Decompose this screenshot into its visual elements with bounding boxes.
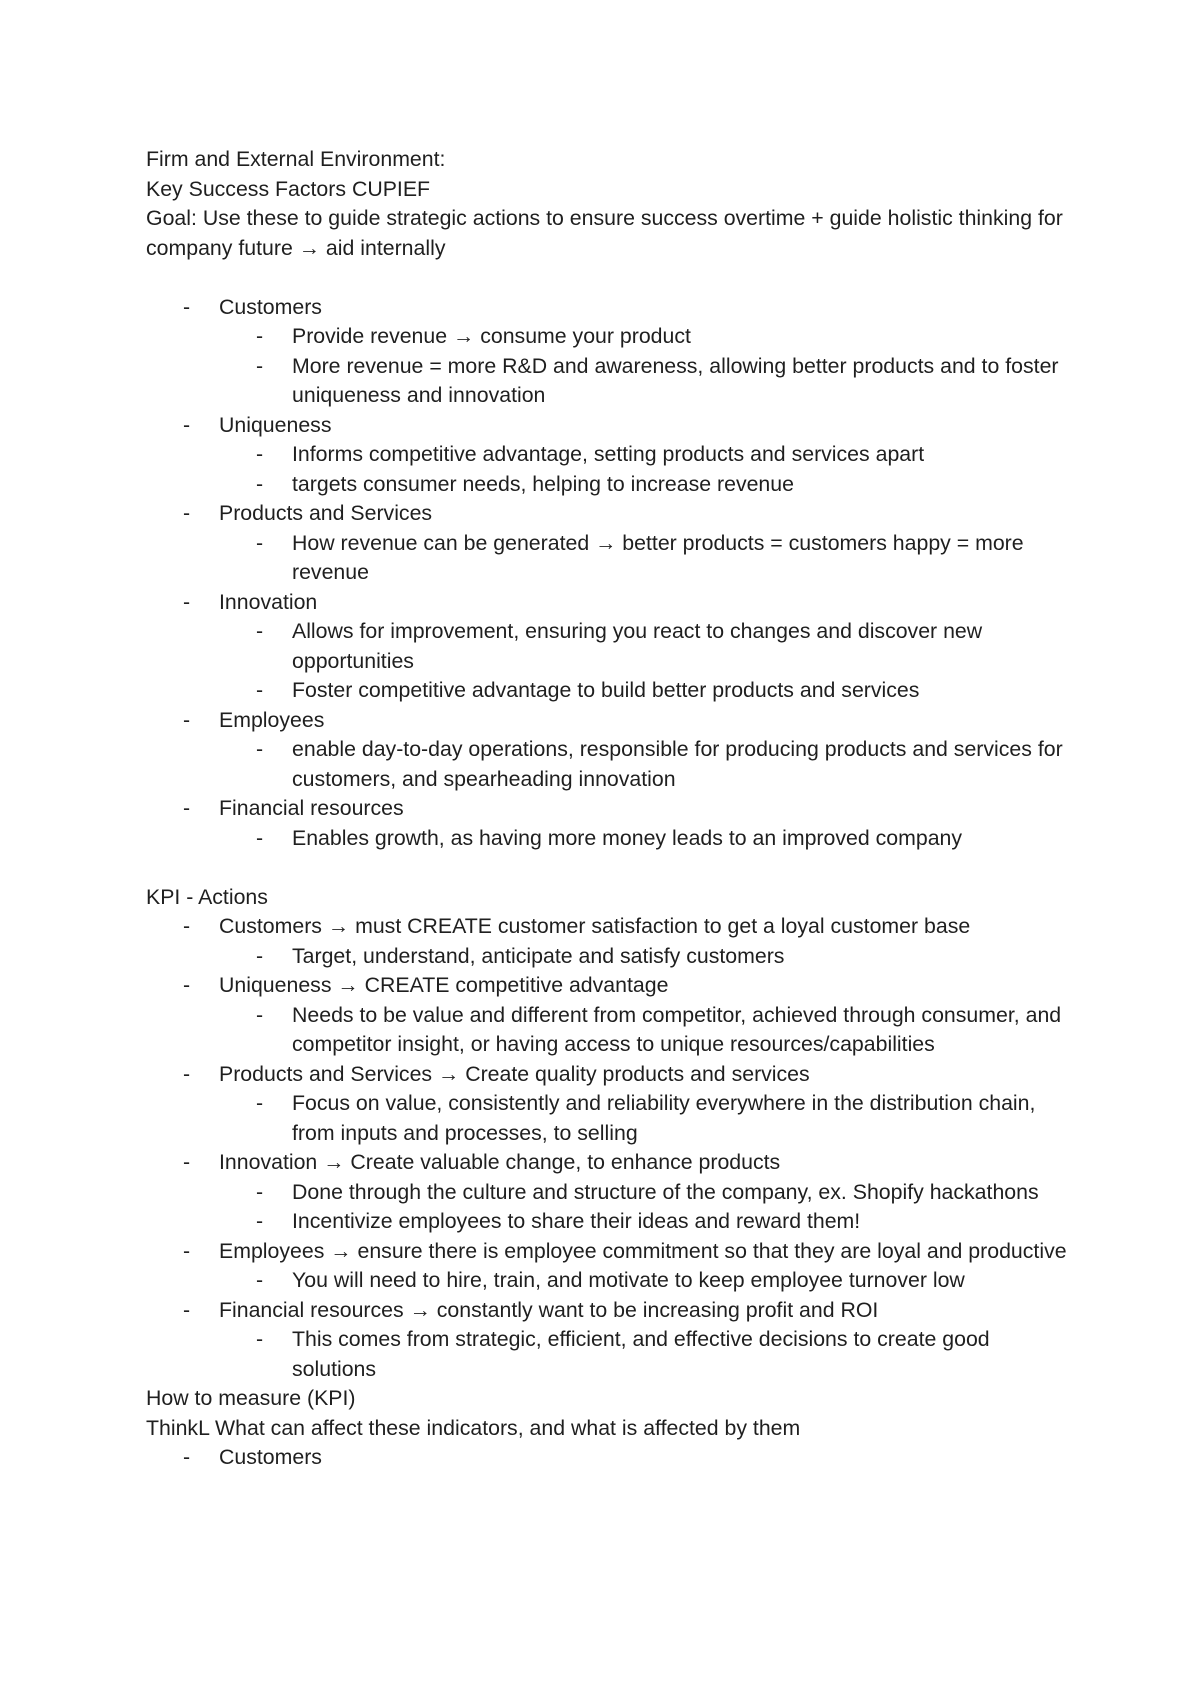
bullet-text: Financial resources → constantly want to be increasing profit and ROI (219, 1297, 879, 1322)
sub-bullet-item (146, 322, 1076, 352)
bullet-dash: - (183, 294, 191, 319)
bullet-item (146, 794, 1076, 824)
ksf-list (146, 293, 1076, 854)
sub-bullet-text: Allows for improvement, ensuring you react to changes and discover new opportunities (292, 619, 983, 673)
sub-bullet-text: enable day-to-day operations, responsible for producing products and services for customers, and spearheading innovation (292, 737, 1063, 791)
bullet-item (146, 1060, 1076, 1090)
bullet-text: Financial resources (219, 796, 404, 820)
bullet-dash: - (256, 324, 264, 348)
bullet-item (146, 971, 1076, 1001)
blank-line (146, 853, 1076, 883)
bullet-text: Innovation (219, 589, 318, 614)
sub-bullet-text: Foster competitive advantage to build better products and services (292, 678, 920, 702)
bullet-item (146, 1237, 1076, 1267)
sub-bullet-item (146, 1001, 1076, 1060)
bullet-dash: - (183, 1150, 191, 1174)
bullet-item (146, 1296, 1076, 1326)
sub-bullet-text: Focus on value, consistently and reliability everywhere in the distribution chain, from inputs and processes, to selling (292, 1091, 1036, 1145)
sub-bullet-text: Incentivize employees to share their ideas and reward them! (292, 1209, 861, 1233)
bullet-item (146, 706, 1076, 736)
sub-bullet-text: Enables growth, as having more money leads to an improved company (292, 825, 963, 850)
sub-bullet-text: You will need to hire, train, and motivate to keep employee turnover low (292, 1268, 965, 1292)
bullet-item (146, 588, 1076, 618)
bullet-item (146, 411, 1076, 441)
bullet-dash: - (183, 707, 191, 732)
doc-title: Firm and External Environment: (146, 147, 446, 171)
kpi-heading: KPI - Actions (146, 884, 268, 909)
bullet-text: Products and Services → Create quality products and services (219, 1061, 810, 1086)
bullet-dash: - (256, 442, 264, 466)
sub-bullet-item (146, 1178, 1076, 1208)
sub-bullet-item (146, 617, 1076, 676)
bullet-text: Customers → must CREATE customer satisfaction to get a loyal customer base (219, 914, 971, 938)
bullet-dash: - (183, 796, 191, 820)
bullet-item (146, 912, 1076, 942)
sub-bullet-text: Provide revenue → consume your product (292, 324, 691, 348)
bullet-dash: - (183, 589, 191, 614)
sub-bullet-text: Done through the culture and structure of the company, ex. Shopify hackathons (292, 1179, 1039, 1204)
sub-bullet-text: This comes from strategic, efficient, and effective decisions to create good solutions (292, 1327, 990, 1381)
sub-bullet-text: More revenue = more R&D and awareness, allowing better products and to foster uniqueness and innovation (292, 353, 1059, 407)
bullet-text: Uniqueness (219, 412, 332, 437)
bullet-dash: - (256, 619, 264, 643)
sub-bullet-item (146, 1207, 1076, 1237)
bullet-dash: - (256, 943, 264, 968)
sub-bullet-item (146, 676, 1076, 706)
measure-list (146, 1443, 1076, 1473)
bullet-dash: - (256, 1268, 264, 1292)
bullet-text: Customers (219, 1445, 322, 1469)
bullet-text: Products and Services (219, 501, 433, 525)
sub-bullet-text: Needs to be value and different from competitor, achieved through consumer, and competitor insight, or having access to unique resources/capabilities (292, 1002, 1062, 1056)
bullet-dash: - (256, 530, 264, 555)
bullet-dash: - (256, 1327, 264, 1351)
bullet-dash: - (183, 914, 191, 938)
bullet-dash: - (256, 471, 264, 496)
sub-bullet-item (146, 1325, 1076, 1384)
sub-bullet-item (146, 824, 1076, 854)
bullet-dash: - (183, 1297, 191, 1322)
kpi-list (146, 912, 1076, 1384)
sub-bullet-text: How revenue can be generated → better products = customers happy = more revenue (292, 530, 1024, 584)
bullet-item (146, 499, 1076, 529)
bullet-item (146, 293, 1076, 323)
think-line: ThinkL What can affect these indicators, and what is affected by them (146, 1415, 801, 1440)
bullet-dash: - (256, 678, 264, 702)
bullet-dash: - (256, 353, 264, 378)
bullet-dash: - (256, 737, 264, 761)
bullet-dash: - (183, 412, 191, 437)
ksf-heading: Key Success Factors CUPIEF (146, 176, 431, 201)
bullet-dash: - (183, 1445, 191, 1469)
bullet-dash: - (183, 501, 191, 525)
document-body (146, 145, 1076, 1473)
sub-bullet-item (146, 735, 1076, 794)
bullet-dash: - (183, 1238, 191, 1263)
sub-bullet-item (146, 942, 1076, 972)
sub-bullet-text: targets consumer needs, helping to increase revenue (292, 471, 794, 496)
bullet-dash: - (256, 1002, 264, 1027)
sub-bullet-item (146, 1266, 1076, 1296)
bullet-dash: - (256, 1209, 264, 1233)
sub-bullet-text: Informs competitive advantage, setting products and services apart (292, 442, 925, 466)
blank-line (146, 263, 1076, 293)
bullet-dash: - (183, 1061, 191, 1086)
bullet-dash: - (256, 825, 264, 850)
goal-text: Goal: Use these to guide strategic actions to ensure success overtime + guide holistic thinking for company future → aid internally (146, 206, 1063, 260)
bullet-dash: - (256, 1091, 264, 1115)
bullet-text: Customers (219, 294, 322, 319)
sub-bullet-item (146, 470, 1076, 500)
bullet-dash: - (183, 973, 191, 997)
sub-bullet-item (146, 1089, 1076, 1148)
bullet-text: Employees (219, 707, 325, 732)
bullet-text: Uniqueness → CREATE competitive advantage (219, 973, 669, 997)
sub-bullet-text: Target, understand, anticipate and satisfy customers (292, 943, 785, 968)
bullet-item (146, 1148, 1076, 1178)
bullet-item (146, 1443, 1076, 1473)
measure-heading: How to measure (KPI) (146, 1386, 356, 1410)
sub-bullet-item (146, 529, 1076, 588)
sub-bullet-item (146, 352, 1076, 411)
sub-bullet-item (146, 440, 1076, 470)
bullet-text: Employees → ensure there is employee commitment so that they are loyal and productive (219, 1238, 1067, 1263)
bullet-dash: - (256, 1179, 264, 1204)
bullet-text: Innovation → Create valuable change, to enhance products (219, 1150, 781, 1174)
